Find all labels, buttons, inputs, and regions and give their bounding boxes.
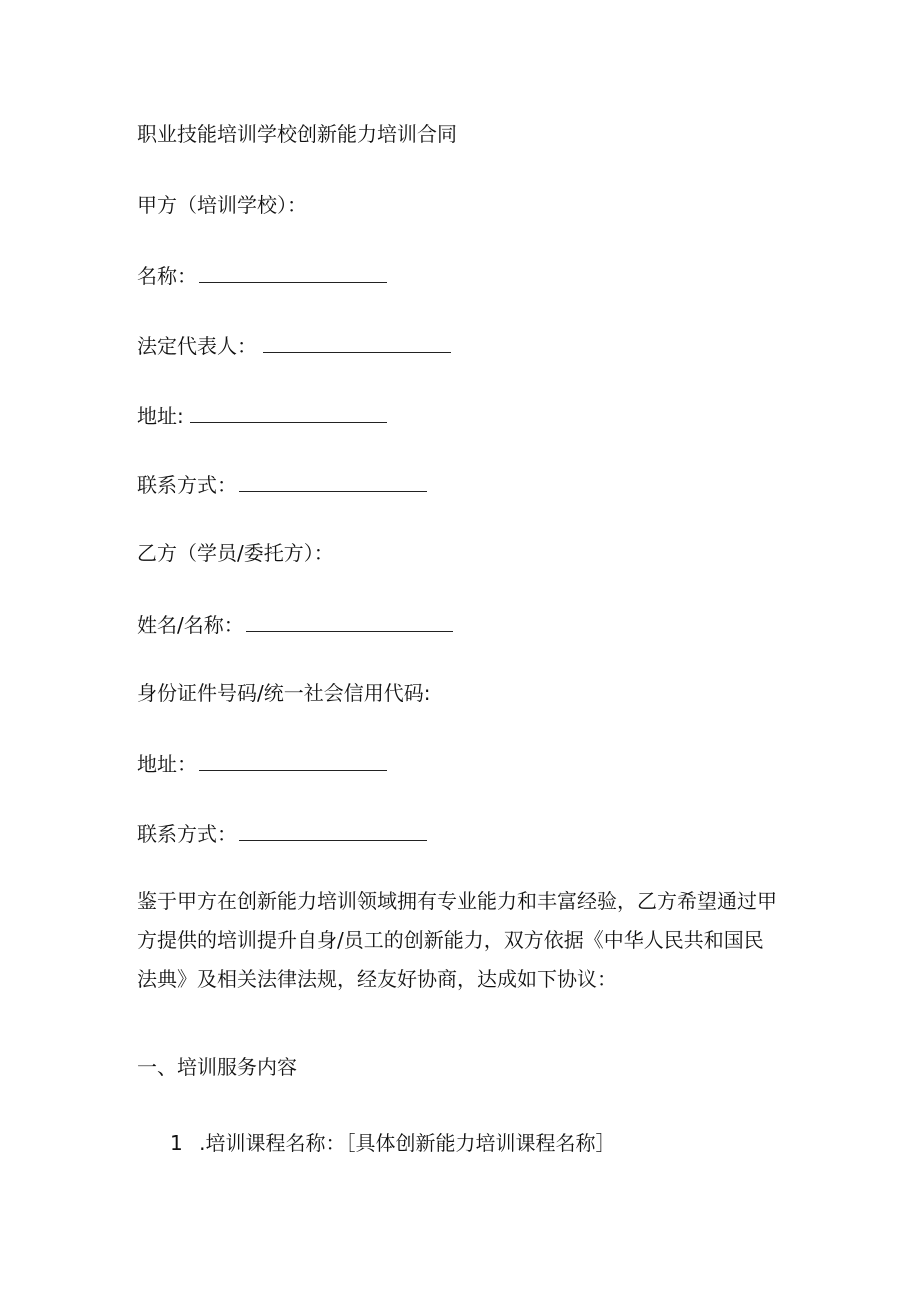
preamble-line-1: 鉴于甲方在创新能力培训领域拥有专业能力和丰富经验，乙方希望通过甲 <box>137 889 777 913</box>
document-title: 职业技能培训学校创新能力培训合同 <box>137 122 457 146</box>
preamble-line-3: 法典》及相关法律法规，经友好协商，达成如下协议： <box>137 967 617 991</box>
party-b-name-row <box>137 611 453 637</box>
party-a-contact-blank[interactable] <box>239 471 427 492</box>
party-b-id-row <box>137 681 430 705</box>
party-b-address-label: 地址： <box>137 752 197 776</box>
party-b-address-blank[interactable] <box>199 750 387 771</box>
party-b-heading: 乙方（学员/委托方）： <box>137 541 334 565</box>
party-b-id-label: 身份证件号码/统一社会信用代码: <box>137 681 431 705</box>
party-a-address-label: 地址: <box>137 404 184 428</box>
preamble-line-2: 方提供的培训提升自身/员工的创新能力，双方依据《中华人民共和国民 <box>137 928 764 952</box>
party-b-name-label: 姓名/名称： <box>137 613 244 637</box>
section-1-item-1 <box>170 1131 615 1155</box>
party-a-address-blank[interactable] <box>190 402 387 423</box>
party-a-contact-row <box>137 471 427 497</box>
party-a-rep-label: 法定代表人： <box>137 334 257 358</box>
party-a-heading: 甲方（培训学校）： <box>137 193 307 217</box>
party-b-address-row <box>137 750 387 776</box>
party-b-contact-row <box>137 820 427 846</box>
party-b-name-blank[interactable] <box>246 611 453 632</box>
item-number: 1 <box>170 1131 183 1155</box>
party-b-contact-label: 联系方式： <box>137 822 237 846</box>
party-a-rep-blank[interactable] <box>263 332 451 353</box>
item-text: .培训课程名称：［具体创新能力培训课程名称］ <box>199 1131 616 1155</box>
preamble-paragraph <box>137 882 787 999</box>
party-a-contact-label: 联系方式： <box>137 473 237 497</box>
party-a-name-row <box>137 262 387 288</box>
party-a-rep-row <box>137 332 451 358</box>
party-a-address-row <box>137 402 387 428</box>
section-1-heading: 一、培训服务内容 <box>137 1055 297 1079</box>
party-a-name-blank[interactable] <box>199 262 387 283</box>
party-b-contact-blank[interactable] <box>239 820 427 841</box>
party-a-name-label: 名称： <box>137 264 197 288</box>
